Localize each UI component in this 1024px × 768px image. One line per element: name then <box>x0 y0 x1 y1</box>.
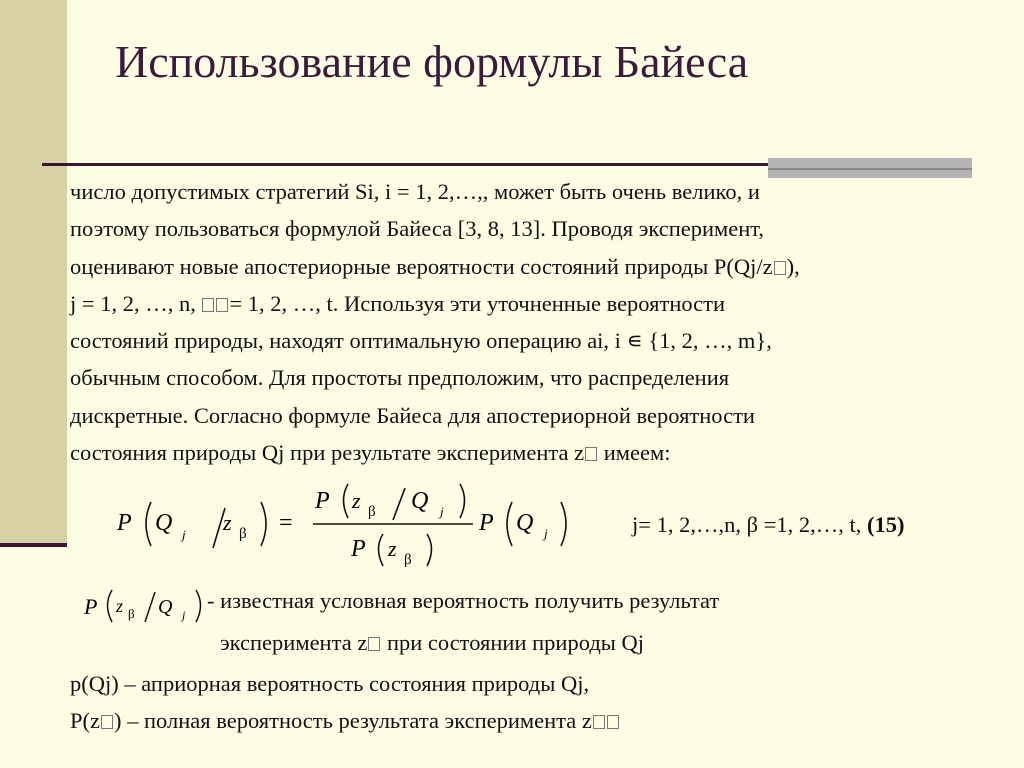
formula-z-den: z <box>388 536 397 561</box>
missing-glyph-box <box>774 261 786 275</box>
sidebar-divider <box>0 543 67 547</box>
body-line-4-end: = 1, 2, …, t. Используя эти уточненные вероятности <box>229 290 726 316</box>
formula-paren <box>108 590 113 622</box>
small-j: j <box>182 608 186 622</box>
formula-paren <box>507 502 512 546</box>
definition-prior: p(Qj) – априорная вероятность состояния природы Qj, <box>70 671 590 696</box>
small-z: z <box>116 596 124 616</box>
formula-j-num: j <box>440 504 444 519</box>
sidebar-decoration <box>0 0 67 545</box>
index-range-text: j= 1, 2,…,n, β =1, 2,…, t, <box>632 512 867 537</box>
formula-paren <box>460 484 465 518</box>
body-line-3-end: ), <box>786 253 800 279</box>
body-line-5-end: {1, 2, …, m}, <box>642 328 772 354</box>
formula-paren <box>561 502 566 546</box>
formula-Q-num: Q <box>411 488 429 514</box>
formula-paren <box>379 534 384 566</box>
missing-glyph-box <box>593 715 605 729</box>
body-line-4 <box>70 285 1000 322</box>
equation-number: (15) <box>866 512 905 537</box>
body-line-1: число допустимых стратегий Si, i = 1, 2,…,, может быть очень велико, и <box>70 179 760 204</box>
definition-conditional-cont-a: эксперимента z <box>220 630 368 655</box>
body-line-6: обычным способом. Для простоты предположим, что распределения <box>70 365 730 391</box>
formula-paren <box>261 502 266 546</box>
missing-glyph-box <box>216 298 228 312</box>
formula-beta-den: β <box>404 552 412 568</box>
body-line-4-start: j = 1, 2, …, n, <box>70 290 202 316</box>
body-line-7: дискретные. Согласно формуле Байеса для апостериорной вероятности <box>70 402 755 428</box>
body-line-2: поэтому пользоваться формулой Байеса [3, 8, 13]. Проводя эксперимент, <box>70 216 765 242</box>
body-line-3-text: оценивают новые апостериорные вероятности состояний природы P(Qj/z <box>70 253 773 279</box>
formula-z-left: z <box>223 510 232 535</box>
body-line-8-start: состояния природы Qj при результате эксперимента z <box>70 440 585 466</box>
missing-glyph-box <box>607 715 619 729</box>
formula-P-num: P <box>315 488 330 514</box>
formula-z-num: z <box>352 488 361 513</box>
formula-equals: = <box>279 510 293 536</box>
bayes-formula <box>115 478 595 570</box>
missing-glyph-box <box>202 298 214 312</box>
formula-P-den: P <box>351 536 366 562</box>
slide-title: Использование формулы Байеса <box>115 36 749 87</box>
formula-P-left: P <box>117 510 132 536</box>
formula-j-left: j <box>182 527 186 542</box>
element-of-symbol: ∊ <box>626 328 643 354</box>
small-slash <box>145 592 155 622</box>
body-line-5-start: состояний природы, находят оптимальную операцию ai, i <box>70 328 627 354</box>
body-line-3 <box>70 248 1000 285</box>
definition-conditional-cont <box>220 630 644 656</box>
formula-Q-right: Q <box>516 510 534 536</box>
definition-conditional-cont-b: при состоянии природы Qj <box>381 630 645 655</box>
body-line-8-end: имеем: <box>598 440 671 466</box>
missing-glyph-box <box>585 447 597 461</box>
formula-paren <box>146 502 151 546</box>
accent-bar-line <box>768 168 972 170</box>
conditional-probability-formula <box>82 584 212 631</box>
definition-total-a: P(z <box>70 708 100 733</box>
small-P: P <box>84 594 98 619</box>
formula-slash-num <box>393 488 405 520</box>
index-range-line <box>632 512 904 538</box>
body-line-8 <box>70 434 1000 471</box>
definition-total <box>70 708 620 734</box>
missing-glyph-box <box>368 637 380 651</box>
body-line-5 <box>70 322 1000 359</box>
small-Q: Q <box>158 596 173 618</box>
formula-paren <box>196 590 201 622</box>
formula-paren <box>427 534 432 566</box>
formula-beta-left: β <box>239 526 247 542</box>
formula-beta-num: β <box>368 504 376 520</box>
body-paragraph <box>70 173 1000 471</box>
missing-glyph-box <box>101 715 113 729</box>
formula-paren <box>344 484 349 518</box>
definition-conditional: - известная условная вероятность получить результат <box>207 588 720 613</box>
formula-Q-left: Q <box>155 510 173 536</box>
small-beta: β <box>128 606 135 621</box>
formula-P-right: P <box>479 510 494 536</box>
definition-total-b: ) – полная вероятность результата эксперимента z <box>114 708 592 733</box>
formula-j-right: j <box>544 526 548 541</box>
